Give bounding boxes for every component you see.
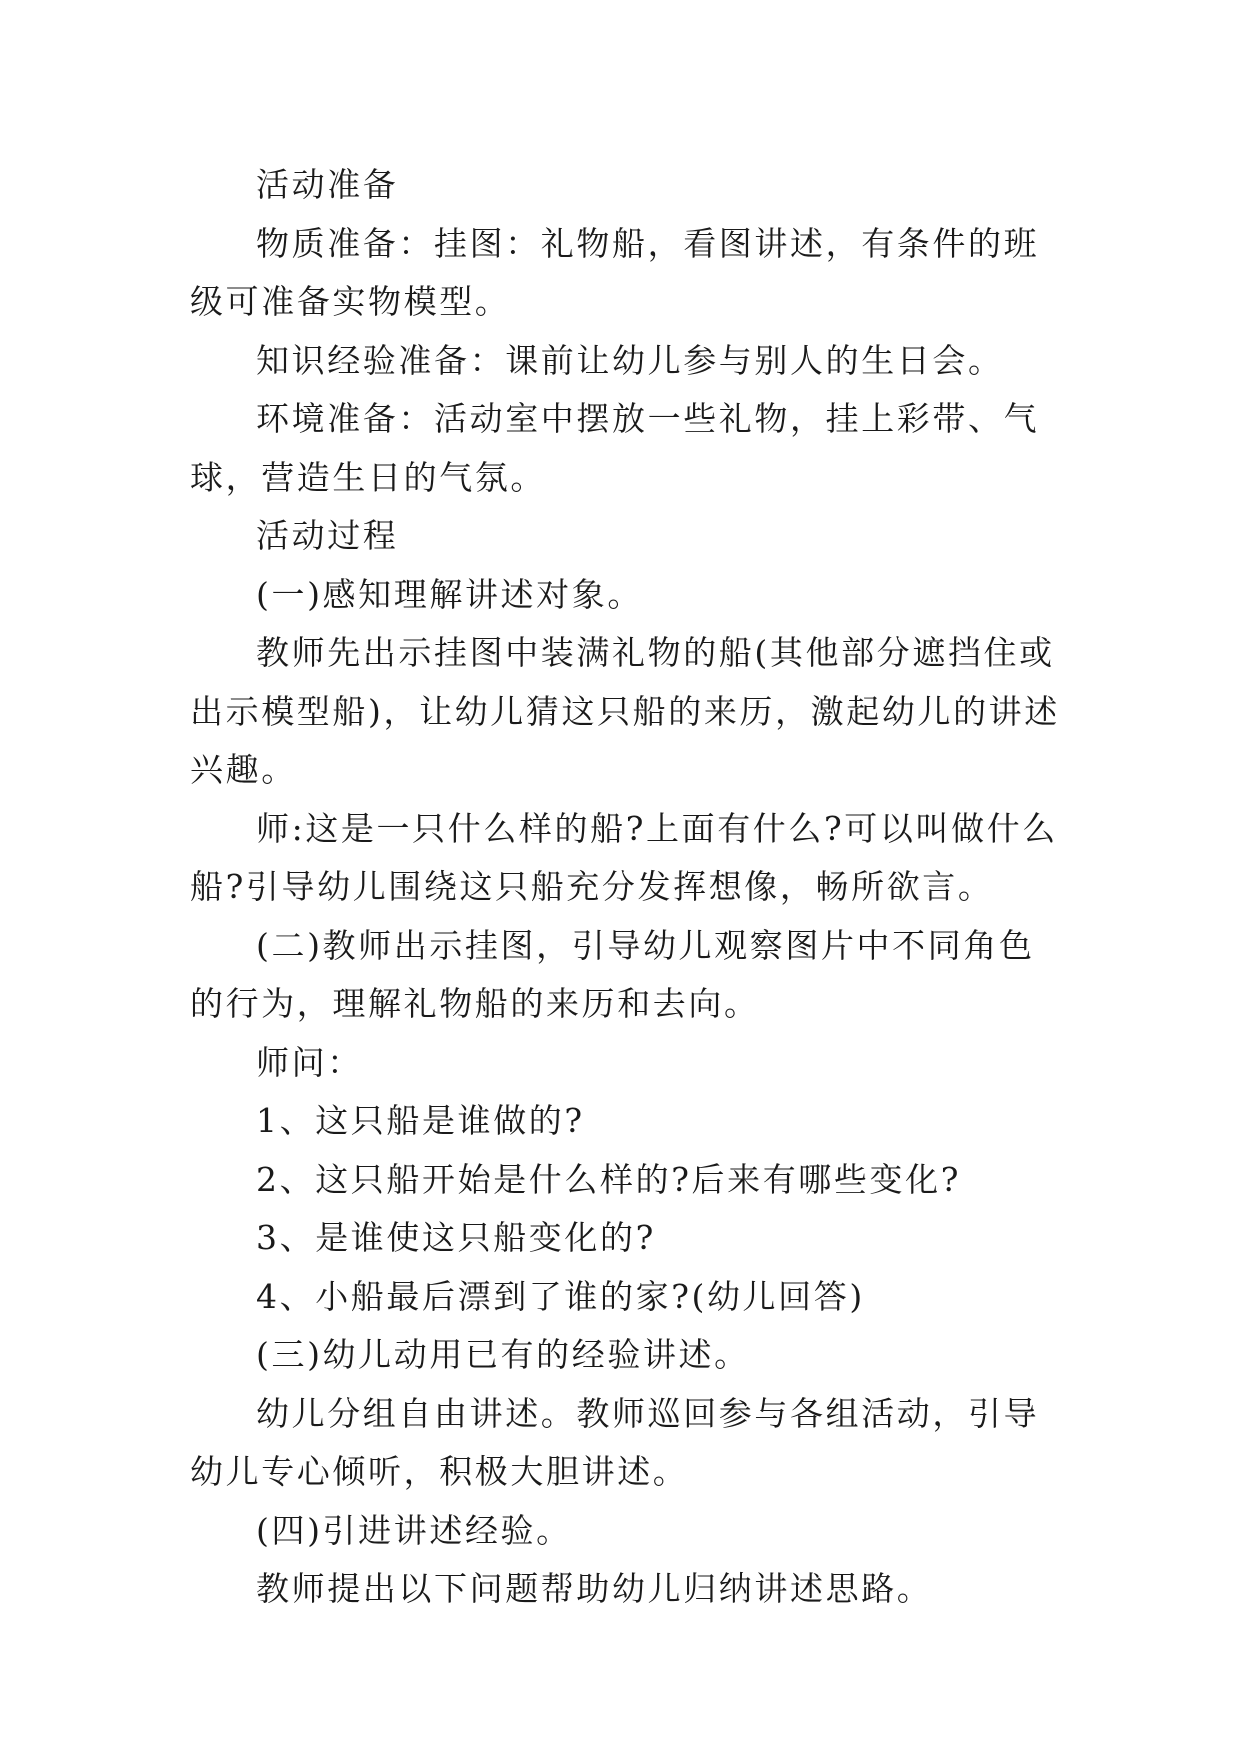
list-item-question-4: 4、小船最后漂到了谁的家?(幼儿回答) <box>256 1276 865 1316</box>
list-item-question-3: 3、是谁使这只船变化的? <box>256 1218 656 1257</box>
paragraph-environment-preparation: 环境准备：活动室中摆放一些礼物，挂上彩带、气球，营造生日的气氛。 <box>190 399 1040 497</box>
list-item-question-1: 1、这只船是谁做的? <box>256 1101 585 1140</box>
list-item-question-2: 2、这只船开始是什么样的?后来有哪些变化? <box>256 1159 961 1199</box>
paragraph-teacher-shows-boat: 教师先出示挂图中装满礼物的船(其他部分遮挡住或出示模型船)，让幼儿猜这只船的来历，激起幼儿的讲述兴趣。 <box>190 633 1060 789</box>
paragraph-teacher-asks: 师问： <box>256 1042 363 1082</box>
step-two-heading: (二)教师出示挂图，引导幼儿观察图片中不同角色的行为，理解礼物船的来历和去向。 <box>190 925 1035 1023</box>
heading-activity-process: 活动过程 <box>256 516 399 555</box>
paragraph-teacher-summary: 教师提出以下问题帮助幼儿归纳讲述思路。 <box>256 1569 933 1608</box>
step-three-heading: (三)幼儿动用已有的经验讲述。 <box>256 1335 750 1374</box>
document-body <box>190 156 1070 1619</box>
paragraph-group-narration: 幼儿分组自由讲述。教师巡回参与各组活动，引导幼儿专心倾听，积极大胆讲述。 <box>190 1393 1040 1491</box>
paragraph-knowledge-preparation: 知识经验准备：课前让幼儿参与别人的生日会。 <box>256 340 1004 380</box>
step-one-heading: (一)感知理解讲述对象。 <box>256 574 643 614</box>
paragraph-teacher-question: 师:这是一只什么样的船?上面有什么?可以叫做什么船?引导幼儿围绕这只船充分发挥想像，畅所欲言。 <box>190 808 1058 906</box>
step-four-heading: (四)引进讲述经验。 <box>256 1510 572 1550</box>
paragraph-material-preparation: 物质准备：挂图：礼物船，看图讲述，有条件的班级可准备实物模型。 <box>190 223 1040 321</box>
heading-activity-preparation: 活动准备 <box>256 165 399 204</box>
